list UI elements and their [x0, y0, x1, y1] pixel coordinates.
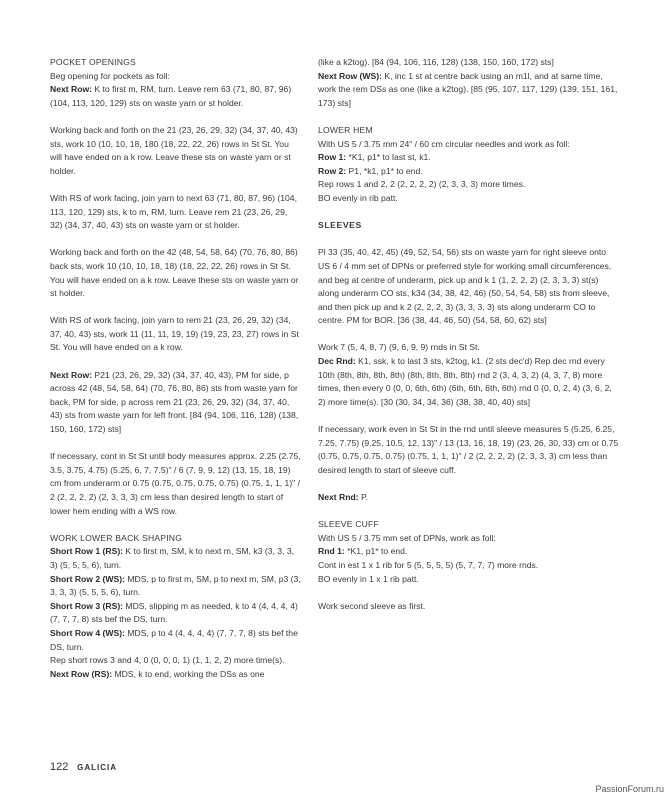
instruction-line: [318, 178, 620, 192]
instruction-label: Short Row 3 (RS):: [50, 600, 124, 611]
instruction-block: [50, 545, 302, 681]
instruction-block: [318, 491, 620, 505]
paragraph: Pl 33 (35, 40, 42, 45) (49, 52, 54, 56) sts on waste yarn for right sleeve onto US 6 / 4 mm set of DPNs or preferred style for working small circumferences, and beg at centre of underarm, pick up and k 1 (1, 2, 2, 2) (2, 3, 3, 3) st(s) along underarm CO sts, k34 (34, 38, 42, 46) (50, 54, 54, 58) sts from sleeve, and then pick up and k 2 (2, 2, 2, 3) (3, 3, 3, 3) sts along underarm CO to centre. PM for BOR. [36 (38, 44, 46, 50) (54, 58, 60, 62) sts]: [318, 247, 612, 326]
instruction-label: Next Row:: [50, 369, 93, 380]
instruction-text: With US 5 / 3.75 mm 24" / 60 cm circular needles and work as foll:: [318, 138, 570, 149]
instruction-text: *K1, p1* to end.: [344, 546, 408, 557]
instruction-label: Row 2:: [318, 165, 347, 176]
page-number: 122: [50, 761, 69, 773]
instruction-text: MDS, k to end, working the DSs as one: [112, 668, 265, 679]
instruction-text: BO evenly in rib patt.: [318, 192, 398, 203]
instruction-text: (like a k2tog). [84 (94, 106, 116, 128) (138, 150, 160, 172) sts]: [318, 57, 554, 67]
book-name: GALICIA: [77, 763, 118, 772]
page-footer: [50, 761, 117, 773]
instruction-line: [318, 192, 620, 206]
instruction-text: Rep rows 1 and 2, 2 (2, 2, 2, 2) (2, 3, 3, 3) more times.: [318, 179, 526, 190]
instruction-label: Short Row 4 (WS):: [50, 627, 125, 638]
instruction-line: [318, 165, 620, 179]
instruction-block: [318, 532, 620, 586]
instruction-label: Short Row 1 (RS):: [50, 546, 124, 557]
instruction-text: *K1, p1* to last st, k1.: [346, 152, 431, 163]
paragraph: Work second sleeve as first.: [318, 600, 426, 611]
instruction-label: Dec Rnd:: [318, 356, 356, 367]
instruction-line: [318, 151, 620, 165]
instruction-text: K to first m, SM, k to next m, SM, k3 (3, 3, 3, 3) (5, 5, 5, 6), turn.: [50, 546, 295, 570]
paragraph: With RS of work facing, join yarn to next 63 (71, 80, 87, 96) (104, 113, 120, 129) sts, k to m, RM, turn. Leave rem 21 (23, 26, 29, 32) (34, 37, 40, 43) sts on waste yarn or st holder.: [50, 192, 297, 231]
instruction-label: Next Row:: [50, 84, 93, 95]
instruction-line: [50, 70, 302, 84]
instruction-text: MDS, p to first m, SM, p to next m, SM, p3 (3, 3, 3, 3) (5, 5, 5, 6), turn.: [50, 573, 301, 598]
instruction-block: [318, 341, 620, 409]
instruction-label: Next Row (WS):: [318, 70, 382, 81]
instruction-block: [50, 70, 302, 111]
instruction-text: BO evenly in 1 x 1 rib patt.: [318, 573, 419, 584]
instruction-text: P1, *k1, p1* to end.: [346, 165, 423, 176]
instruction-label: Row 1:: [318, 152, 347, 163]
watermark: PassionForum.ru: [595, 784, 664, 794]
instruction-line: [318, 138, 620, 152]
section-title: SLEEVES: [318, 220, 362, 231]
section-heading: SLEEVE CUFF: [318, 519, 379, 530]
instruction-line: [50, 573, 302, 600]
instruction-label: Rnd 1:: [318, 546, 345, 557]
instruction-line: [50, 83, 302, 110]
paragraph: Working back and forth on the 21 (23, 26, 29, 32) (34, 37, 40, 43) sts, work 10 (10, 10, 18, 180 (18, 22, 22, 26) rows in St St. You will have ended on a k row. Leave these sts on waste yarn or st holder.: [50, 124, 298, 176]
instruction-block: [50, 369, 302, 437]
instruction-line: [50, 627, 302, 654]
instruction-line: [50, 545, 302, 572]
instruction-line: [318, 70, 620, 111]
instruction-text: P.: [358, 492, 368, 502]
instruction-text: Work 7 (5, 4, 8, 7) (9, 6, 9, 9) rnds in St St.: [318, 342, 480, 353]
instruction-text: Rep short rows 3 and 4, 0 (0, 0, 0, 1) (1, 1, 2, 2) more time(s).: [50, 655, 285, 666]
left-column: [50, 56, 302, 695]
instruction-line: [318, 56, 620, 70]
paragraph: With RS of work facing, join yarn to rem 21 (23, 26, 29, 32) (34, 37, 40, 43) sts, work 11 (11, 11, 19, 19) (19, 23, 23, 27) rows in St St. You will have ended on a k row.: [50, 315, 299, 353]
instruction-text: With US 5 / 3.75 mm set of DPNs, work as foll:: [318, 532, 496, 543]
instruction-label: Short Row 2 (WS):: [50, 573, 125, 584]
instruction-text: MDS, slipping m as needed, k to 4 (4, 4, 4, 4) (7, 7, 7, 8) sts bef the DS, turn.: [50, 600, 298, 625]
paragraph: If necessary, work even in St St in the rnd until sleeve measures 5 (5.25, 6.25, 7.25, 7.75) (9.25, 10.5, 12, 13)" / 13 (13, 16, 18, 19) (23, 26, 30, 33) cm or 0.75 (0.75, 0.75, 0.75, 0.75) (0.75, 1, 1, 1)" / 2 (2, 2, 2, 2) (2, 3, 3, 3) cm less than desired length to start of sleeve cuff.: [318, 424, 619, 475]
instruction-line: [318, 491, 620, 505]
instruction-line: [50, 668, 302, 682]
instruction-line: [318, 559, 620, 573]
instruction-block: [318, 138, 620, 206]
paragraph: If necessary, cont in St St until body measures approx. 2.25 (2.75, 3.5, 3.75, 4.75) (5.25, 6, 7, 7.5)" / 6 (7, 9, 9, 12) (13, 15, 18, 19) cm from underarm or 0.75 (0.75, 0.75, 0.75, 0.75) (0.75, 1, 1, 1)" / 2 (2, 2, 2, 2) (2, 3, 3, 3) cm less than desired length to start of lower hem ending with a WS row.: [50, 451, 301, 516]
instruction-line: [318, 545, 620, 559]
instruction-line: [318, 573, 620, 587]
instruction-line: [318, 341, 620, 355]
instruction-text: P21 (23, 26, 29, 32) (34, 37, 40, 43), PM for side, p across 42 (48, 54, 58, 64) (70, 76, 80, 86) sts from waste yarn for back, PM for side, p across rem 21 (23, 26, 29, 32) (34, 37, 40, 43) sts from waste yarn for left front. [84 (94, 106, 116, 128) (138, 150, 160, 172) sts]: [50, 369, 299, 435]
instruction-text: MDS, p to 4 (4, 4, 4, 4) (7, 7, 7, 8) sts bef the DS, turn.: [50, 627, 298, 652]
instruction-text: K to first m, RM, turn. Leave rem 63 (71, 80, 87, 96) (104, 113, 120, 129) sts on waste yarn or st holder.: [50, 84, 292, 108]
instruction-line: [50, 369, 302, 437]
instruction-line: [318, 532, 620, 546]
section-heading: WORK LOWER BACK SHAPING: [50, 532, 183, 543]
instruction-label: Next Row (RS):: [50, 668, 113, 679]
instruction-line: [318, 355, 620, 409]
instruction-text: Beg opening for pockets as foll:: [50, 70, 170, 81]
instruction-text: K, inc 1 st at centre back using an m1l, and at same time, work the rem DSs as one (like a k2tog). [85 (95, 107, 117, 129) (139, 151, 161, 173) sts]: [318, 70, 618, 108]
right-column: [318, 56, 620, 627]
section-heading: LOWER HEM: [318, 124, 373, 135]
instruction-label: Next Rnd:: [318, 492, 359, 502]
instruction-line: [50, 654, 302, 668]
section-heading: POCKET OPENINGS: [50, 57, 136, 67]
paragraph: Working back and forth on the 42 (48, 54, 58, 64) (70, 76, 80, 86) back sts, work 10 (10, 10, 18, 18) (18, 22, 22, 26) rows in St St. You will have ended on a k row. Leave these sts on waste yarn or st holder.: [50, 247, 299, 299]
instruction-block: [318, 56, 620, 110]
instruction-line: [50, 600, 302, 627]
instruction-text: K1, ssk, k to last 3 sts, k2tog, k1. (2 sts dec'd) Rep dec rnd every 10th (8th, 8th, 8th, 8th) (8th, 8th, 8th, 8th) rnd 2 (3, 4, 3, 2) (4, 3, 7, 8) more times, then every 0 (0, 0, 6th, 6th) (6th, 6th, 6th, 6th) rnd 0 (0, 0, 2, 4) (3, 6, 2, 2) more time(s). [30 (30, 34, 34, 36) (38, 38, 40, 40) sts]: [318, 356, 612, 407]
instruction-text: Cont in est 1 x 1 rib for 5 (5, 5, 5, 5) (5, 7, 7, 7) more rnds.: [318, 559, 539, 570]
